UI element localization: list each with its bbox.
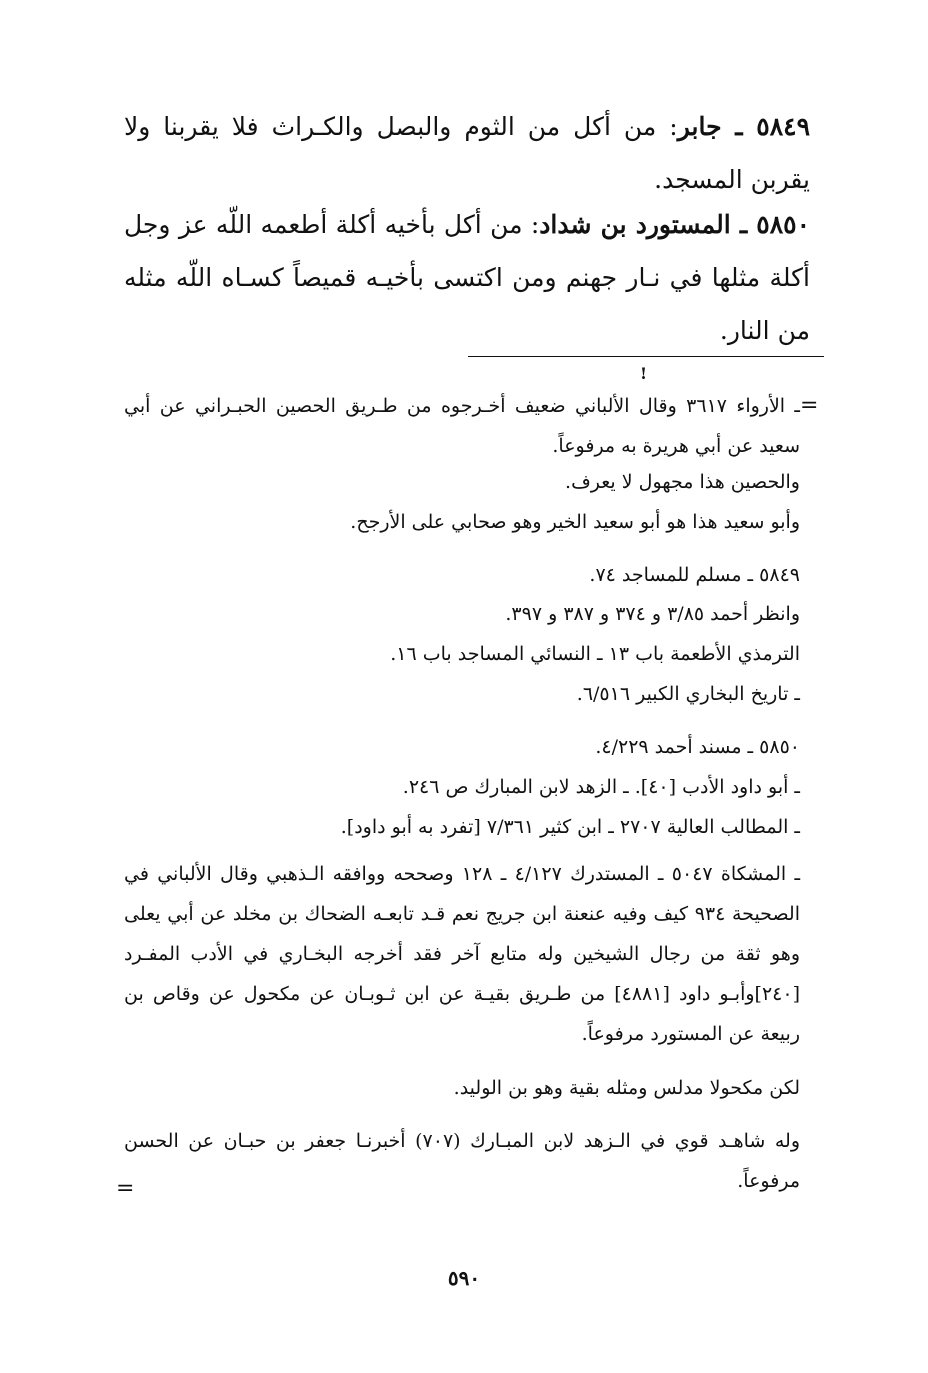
footnote-line: ـ المشكاة ٥٠٤٧ ـ المستدرك ٤/١٢٧ ـ ١٢٨ وصححه ووافقه الـذهبي وقال الألباني في الصحيحة ٩٣٤ كيف وفيه عنعنة ابن جريج نعم قـد تابعـه الضحاك بن مخلد عن أبي يعلى وهو ثقة من رجال الشيخين وله متابع آخر فقد أخرجه البخـاري في الأدب المفـرد [٢٤٠]وأبـو داود [٤٨٨١] من طـريق بقيـة عن ابن ثـوبـان عن مكحول عن وقاص بن ربيعة عن المستورد مرفوعاً. xyxy=(124,863,801,1045)
hadith-number: ٥٨٥٠ xyxy=(756,210,810,239)
hadith-narrator: جابر xyxy=(677,112,722,141)
separator-mark: ! xyxy=(640,364,648,383)
footnote-line: والحصين هذا مجهول لا يعرف. xyxy=(565,471,800,493)
footnote-line: ـ تاريخ البخاري الكبير ٦/٥١٦. xyxy=(576,683,800,705)
footnote-line: ـ المطالب العالية ٢٧٠٧ ـ ابن كثير ٧/٣٦١ [تفرد به أبو داود]. xyxy=(340,816,800,838)
hadith-dash: ـ xyxy=(721,112,757,141)
hadith-text: : من أكل من الثوم والبصل والكـراث فلا يقربنا ولا يقربن المسجد. xyxy=(124,112,810,194)
footnote-line: وأبو سعيد هذا هو أبو سعيد الخير وهو صحابي على الأرجح. xyxy=(350,511,800,533)
hadith-5850 xyxy=(124,198,810,357)
hadith-text: : من أكل بأخيه أكلة أطعمه اللّه عز وجل أكلة مثلها في نـار جهنم ومن اكتسى بأخيـه قميصاً كسـاه اللّه مثله من النار. xyxy=(124,210,810,345)
hadith-dash: ـ xyxy=(730,210,757,239)
footnote-separator xyxy=(468,356,824,357)
footnote-line: ـ الأرواء ٣٦١٧ وقال الألباني ضعيف أخـرجوه من طـريق الحصين الحبـراني عن أبي سعيد عن أبي هريرة به مرفوعاً. xyxy=(124,395,801,457)
continuation-mark-top: = xyxy=(800,393,819,418)
footnote-line: لكن مكحولا مدلس ومثله بقية وهو بن الوليد. xyxy=(453,1077,800,1099)
footnote-line: ٥٨٤٩ ـ مسلم للمساجد ٧٤. xyxy=(589,564,800,586)
footnote-line: وانظر أحمد ٣/٨٥ و ٣٧٤ و ٣٨٧ و ٣٩٧. xyxy=(505,603,800,625)
hadith-5849 xyxy=(124,100,810,206)
hadith-number: ٥٨٤٩ xyxy=(756,112,810,141)
footnote-line: الترمذي الأطعمة باب ١٣ ـ النسائي المساجد باب ١٦. xyxy=(390,643,800,665)
hadith-narrator: المستورد بن شداد xyxy=(539,210,731,239)
footnote-line: ـ أبو داود الأدب [٤٠]. ـ الزهد لابن المبارك ص ٢٤٦. xyxy=(402,776,800,798)
footnote-line: وله شاهـد قوي في الـزهد لابن المبـارك (٧٠٧) أخبرنـا جعفر بن حبـان عن الحسن مرفوعاً. xyxy=(124,1130,801,1192)
continuation-mark-bottom: = xyxy=(116,1176,135,1201)
page-number: ٥٩٠ xyxy=(447,1266,481,1290)
footnote-line: ٥٨٥٠ ـ مسند أحمد ٤/٢٢٩. xyxy=(595,736,800,758)
